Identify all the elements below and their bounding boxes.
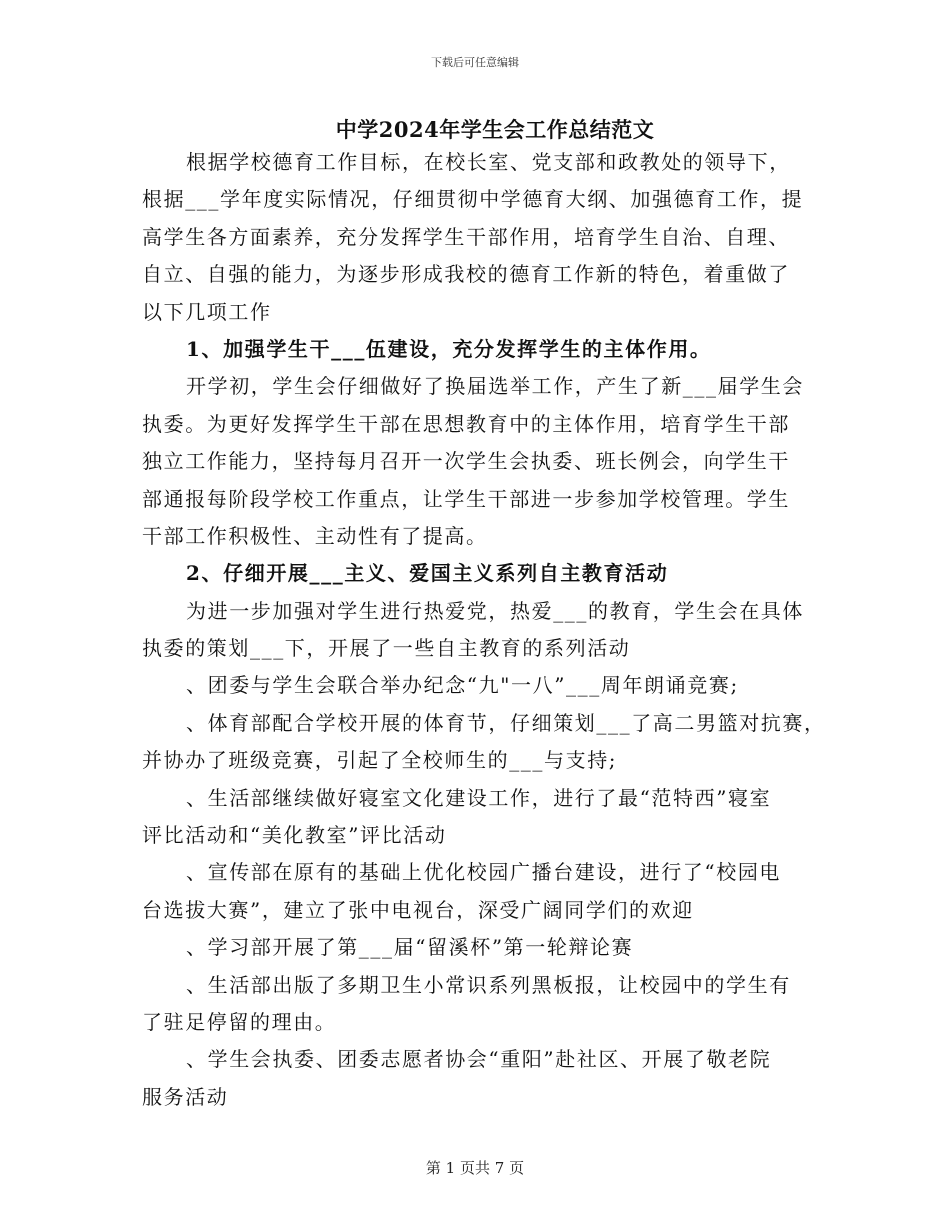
section-heading: 1、加强学生干___伍建设，充分发挥学生的主体作用。 — [186, 336, 712, 361]
paragraph-line: 为进一步加强对学生进行热爱党，热爱___的教育，学生会在具体 — [186, 598, 804, 623]
section-heading: 2、仔细开展___主义、爱国主义系列自主教育活动 — [186, 561, 669, 586]
paragraph-line: 、宣传部在原有的基础上优化校园广播台建设，进行了“校园电 — [186, 860, 782, 885]
page-number: 第 1 页共 7 页 — [425, 1159, 525, 1177]
paragraph-line: 以下几项工作 — [142, 299, 272, 324]
page-header-note: 下载后可任意编辑 — [431, 56, 519, 69]
paragraph-line: 、生活部出版了多期卫生小常识系列黑板报，让校园中的学生有 — [186, 972, 791, 997]
paragraph-line: 执委的策划___下，开展了一些自主教育的系列活动 — [142, 636, 631, 661]
paragraph-line: 干部工作积极性、主动性有了提高。 — [142, 523, 488, 548]
paragraph-line: 开学初，学生会仔细做好了换届选举工作，产生了新___届学生会 — [186, 374, 804, 399]
paragraph-line: 台选拔大赛”，建立了张中电视台，深受广阔同学们的欢迎 — [142, 897, 694, 922]
paragraph-line: 、团委与学生会联合举办纪念“九"一八”___周年朗诵竞赛; — [186, 673, 739, 698]
document-body — [142, 144, 826, 1116]
paragraph-line: 了驻足停留的理由。 — [142, 1009, 337, 1034]
document-title: 中学2024年学生会工作总结范文 — [335, 117, 655, 142]
paragraph-line: 部通报每阶段学校工作重点，让学生干部进一步参加学校管理。学生 — [142, 486, 790, 511]
paragraph-line: 独立工作能力，坚持每月召开一次学生会执委、班长例会，向学生干 — [142, 449, 790, 474]
paragraph-line: 、生活部继续做好寝室文化建设工作，进行了最“范特西”寝室 — [186, 785, 772, 810]
paragraph-line: 根据___学年度实际情况，仔细贯彻中学德育大纲、加强德育工作，提 — [142, 187, 804, 212]
paragraph-line: 、体育部配合学校开展的体育节，仔细策划___了高二男篮对抗赛， — [186, 710, 826, 735]
paragraph-line: 根据学校德育工作目标，在校长室、党支部和政教处的领导下， — [186, 150, 791, 174]
paragraph-line: 并协办了班级竞赛，引起了全校师生的___与支持; — [142, 748, 618, 773]
paragraph-line: 自立、自强的能力，为逐步形成我校的德育工作新的特色，着重做了 — [142, 262, 790, 287]
paragraph-line: 服务活动 — [142, 1084, 229, 1109]
paragraph-line: 执委。为更好发挥学生干部在思想教育中的主体作用，培育学生干部 — [142, 411, 790, 436]
paragraph-line: 评比活动和“美化教室”评比活动 — [142, 823, 447, 848]
paragraph-line: 高学生各方面素养，充分发挥学生干部作用，培育学生自治、自理、 — [142, 224, 790, 249]
paragraph-line: 、学习部开展了第___届“留溪杯”第一轮辩论赛 — [186, 935, 634, 960]
paragraph-line: 、学生会执委、团委志愿者协会“重阳”赴社区、开展了敬老院 — [186, 1047, 772, 1072]
